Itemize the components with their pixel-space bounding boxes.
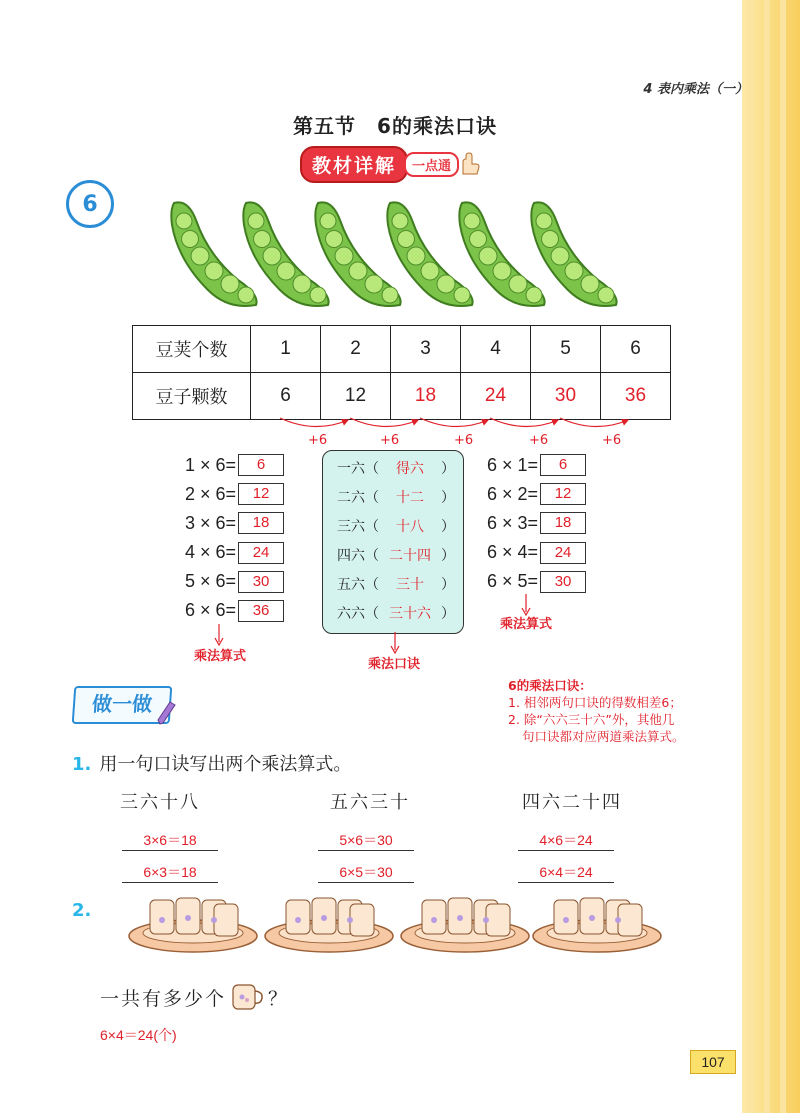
table-cell: 18 bbox=[391, 373, 461, 420]
down-arrow-icon bbox=[214, 624, 224, 646]
rhyme-phrase: 三六十八 bbox=[120, 792, 200, 813]
table-cell: 5 bbox=[531, 326, 601, 373]
rhyme-label: 乘法口诀 bbox=[368, 657, 421, 672]
rhyme-answer: 十二 bbox=[396, 489, 424, 506]
question-1 bbox=[72, 750, 351, 776]
rhyme-suffix: ） bbox=[441, 605, 455, 622]
section-title: 第五节 6的乘法口诀 bbox=[293, 114, 497, 138]
written-answer: 5×6＝30 bbox=[318, 830, 414, 851]
formula-label: 乘法算式 bbox=[500, 617, 553, 632]
answer-box: 18 bbox=[238, 512, 284, 534]
question-text: 一共有多少个 bbox=[100, 987, 227, 1010]
textbook-banner bbox=[300, 148, 481, 180]
rhyme-suffix: ） bbox=[441, 489, 455, 506]
answer-box: 6 bbox=[540, 454, 586, 476]
equation-expr: 6 × 1= bbox=[487, 454, 539, 475]
answer-box: 12 bbox=[238, 483, 284, 505]
equation-row bbox=[487, 511, 586, 535]
plate-icon bbox=[533, 898, 661, 952]
answer-box: 36 bbox=[238, 600, 284, 622]
written-answer: 4×6＝24 bbox=[518, 830, 614, 851]
rhyme-box bbox=[322, 450, 464, 634]
written-answer: 6×3＝18 bbox=[122, 862, 218, 883]
question-number: 2. bbox=[72, 900, 92, 921]
table-cell: 1 bbox=[251, 326, 321, 373]
rhyme-answer: 三十六 bbox=[389, 605, 431, 622]
equation-expr: 4 × 6= bbox=[185, 542, 237, 563]
rhyme-prefix: 六六（ bbox=[337, 605, 379, 622]
pointing-hand-icon bbox=[459, 152, 481, 176]
answer-box: 6 bbox=[238, 454, 284, 476]
equation-row bbox=[185, 570, 284, 594]
plate-icon bbox=[129, 898, 257, 952]
equation-row bbox=[185, 482, 284, 506]
rhyme-row bbox=[323, 482, 463, 511]
rule-summary bbox=[508, 677, 685, 745]
example-number-badge: 6 bbox=[66, 180, 114, 228]
rhyme-answer: 三十 bbox=[396, 576, 424, 593]
question-2-text bbox=[100, 982, 289, 1012]
answer-box: 18 bbox=[540, 512, 586, 534]
table-row bbox=[133, 326, 671, 373]
rhyme-row bbox=[323, 598, 463, 627]
pea-count-table bbox=[132, 325, 671, 420]
equation-expr: 6 × 2= bbox=[487, 483, 539, 504]
table-cell: 3 bbox=[391, 326, 461, 373]
right-equations bbox=[487, 453, 586, 599]
rhyme-answer: 十八 bbox=[396, 518, 424, 535]
table-cell: 12 bbox=[321, 373, 391, 420]
rhyme-suffix: ） bbox=[441, 518, 455, 535]
equation-row bbox=[487, 482, 586, 506]
left-equations bbox=[185, 453, 284, 628]
question-number: 1. bbox=[72, 754, 92, 775]
equation-row bbox=[185, 599, 284, 623]
rule-title: 6的乘法口诀： bbox=[508, 678, 592, 693]
equation-expr: 6 × 4= bbox=[487, 542, 539, 563]
rhyme-phrase: 五六三十 bbox=[330, 792, 410, 813]
page-edge-line bbox=[764, 0, 770, 1113]
banner-sub-label: 一点通 bbox=[404, 152, 459, 177]
step-label: +6 bbox=[454, 433, 474, 448]
equation-expr: 6 × 5= bbox=[487, 571, 539, 592]
answer-box: 24 bbox=[540, 542, 586, 564]
rhyme-prefix: 四六（ bbox=[337, 547, 379, 564]
equation-expr: 6 × 3= bbox=[487, 512, 539, 533]
rhyme-suffix: ） bbox=[441, 460, 455, 477]
rhyme-answer: 得六 bbox=[396, 460, 424, 477]
pea-pod-icon bbox=[528, 195, 628, 315]
step-label: +6 bbox=[308, 433, 328, 448]
written-answer: 6×4＝24 bbox=[518, 862, 614, 883]
written-answer: 6×5＝30 bbox=[318, 862, 414, 883]
step-label: +6 bbox=[602, 433, 622, 448]
answer-box: 30 bbox=[540, 571, 586, 593]
equation-expr: 5 × 6= bbox=[185, 571, 237, 592]
equation-row bbox=[185, 511, 284, 535]
step-label: +6 bbox=[529, 433, 549, 448]
table-cell: 6 bbox=[601, 326, 671, 373]
plate-icon bbox=[401, 898, 529, 952]
table-row bbox=[133, 373, 671, 420]
equation-expr: 3 × 6= bbox=[185, 512, 237, 533]
pencil-icon bbox=[156, 700, 178, 726]
equation-row bbox=[487, 570, 586, 594]
rule-line: 句口诀都对应两道乘法算式。 bbox=[522, 729, 685, 744]
equation-row bbox=[487, 453, 586, 477]
answer-box: 24 bbox=[238, 542, 284, 564]
formula-label: 乘法算式 bbox=[194, 649, 247, 664]
rhyme-row bbox=[323, 540, 463, 569]
rhyme-prefix: 五六（ bbox=[337, 576, 379, 593]
equation-row bbox=[185, 541, 284, 565]
down-arrow-icon bbox=[390, 632, 400, 654]
table-cell: 24 bbox=[461, 373, 531, 420]
rhyme-prefix: 一六（ bbox=[337, 460, 379, 477]
practice-label: 做一做 bbox=[72, 686, 173, 724]
chapter-header: 4 表内乘法（一） bbox=[643, 82, 748, 97]
table-cell: 2 bbox=[321, 326, 391, 373]
table-cell: 30 bbox=[531, 373, 601, 420]
banner-main-label: 教材详解 bbox=[300, 146, 408, 183]
table-cell: 6 bbox=[251, 373, 321, 420]
page-number: 107 bbox=[690, 1050, 736, 1074]
table-row-header: 豆荚个数 bbox=[133, 326, 251, 373]
rhyme-prefix: 三六（ bbox=[337, 518, 379, 535]
rhyme-suffix: ） bbox=[441, 547, 455, 564]
rhyme-suffix: ） bbox=[441, 576, 455, 593]
question-mark: ？ bbox=[268, 987, 290, 1010]
cups-on-plates-illustration bbox=[128, 888, 668, 960]
table-cell: 36 bbox=[601, 373, 671, 420]
rule-line: 2. 除“六六三十六”外，其他几 bbox=[508, 712, 675, 727]
step-label: +6 bbox=[380, 433, 400, 448]
equation-expr: 1 × 6= bbox=[185, 454, 237, 475]
question-text: 用一句口诀写出两个乘法算式。 bbox=[99, 754, 352, 775]
written-answer: 3×6＝18 bbox=[122, 830, 218, 851]
equation-row bbox=[185, 453, 284, 477]
page-edge-line bbox=[780, 0, 786, 1113]
rhyme-row bbox=[323, 453, 463, 482]
rhyme-row bbox=[323, 511, 463, 540]
rhyme-prefix: 二六（ bbox=[337, 489, 379, 506]
page-edge-line bbox=[748, 0, 754, 1113]
rhyme-row bbox=[323, 569, 463, 598]
rhyme-phrase: 四六二十四 bbox=[522, 792, 622, 813]
rhyme-answer: 二十四 bbox=[389, 547, 431, 564]
equation-expr: 2 × 6= bbox=[185, 483, 237, 504]
cup-icon bbox=[230, 982, 264, 1012]
final-answer: 6×4＝24(个) bbox=[100, 1027, 177, 1043]
answer-box: 12 bbox=[540, 483, 586, 505]
rule-line: 1. 相邻两句口诀的得数相差6； bbox=[508, 695, 682, 710]
equation-expr: 6 × 6= bbox=[185, 600, 237, 621]
plate-icon bbox=[265, 898, 393, 952]
answer-box: 30 bbox=[238, 571, 284, 593]
equation-row bbox=[487, 541, 586, 565]
table-row-header: 豆子颗数 bbox=[133, 373, 251, 420]
table-cell: 4 bbox=[461, 326, 531, 373]
